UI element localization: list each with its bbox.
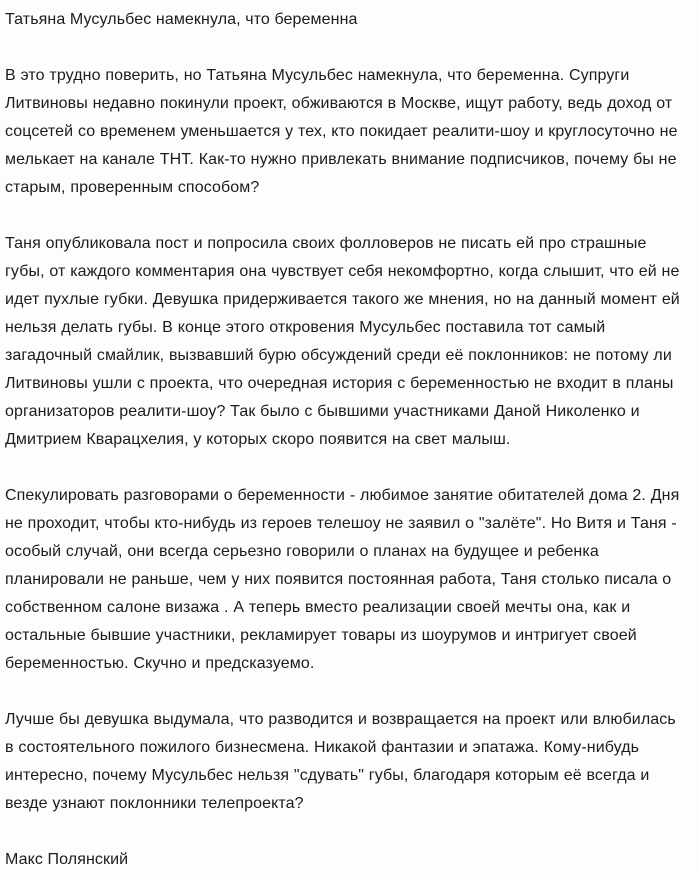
article-author-signature: Макс Полянский [5, 851, 129, 868]
article-title: Татьяна Мусульбес намекнула, что беременна [5, 11, 358, 28]
article-paragraph-4: Лучше бы девушка выдумала, что разводится и возвращается на проект или влюбилась в состоятельного пожилого бизнесмена. Никакой фантазии и эпатажа. Кому-нибудь интересно, почему Мусульбес нельзя "сдувать" губы, благодаря которым её всегда и везде узнают поклонники телепроекта? [5, 711, 676, 812]
article-paragraph-1: В это трудно поверить, но Татьяна Мусульбес намекнула, что беременна. Супруги Литвиновы недавно покинули проект, обживаются в Москве, ищут работу, ведь доход от соцсетей со временем уменьшается у тех, кто покидает реалити-шоу и круглосуточно не мелькает на канале ТНТ. Как-то нужно привлекать внимание подписчиков, почему бы не старым, проверенным способом? [5, 67, 678, 196]
article-paragraph-2: Таня опубликовала пост и попросила своих фолловеров не писать ей про страшные губы, от каждого комментария она чувствует себя некомфортно, когда слышит, что ей не идет пухлые губки. Девушка придерживается такого же мнения, но на данный момент ей нельзя делать губы. В конце этого откровения Мусульбес поставила тот самый загадочный смайлик, вызвавший бурю обсуждений среди её поклонников: не потому ли Литвиновы ушли с проекта, что очередная история с беременностью не входит в планы организаторов реалити-шоу? Так было с бывшими участниками Даной Николенко и Дмитрием Кварацхелия, у которых скоро появится на свет малыш. [5, 235, 680, 448]
title-body-spacer [5, 34, 685, 62]
article-paragraph-3: Спекулировать разговорами о беременности - любимое занятие обитателей дома 2. Дня не проходит, чтобы кто-нибудь из героев телешоу не заявил о "залёте". Но Витя и Таня - особый случай, они всегда серьезно говорили о планах на будущее и ребенка планировали не раньше, чем у них появится постоянная работа, Таня столько писала о собственном салоне визажа . А теперь вместо реализации своей мечты она, как и остальные бывшие участники, рекламирует товары из шоурумов и интригует своей беременностью. Скучно и предсказуемо. [5, 487, 680, 672]
